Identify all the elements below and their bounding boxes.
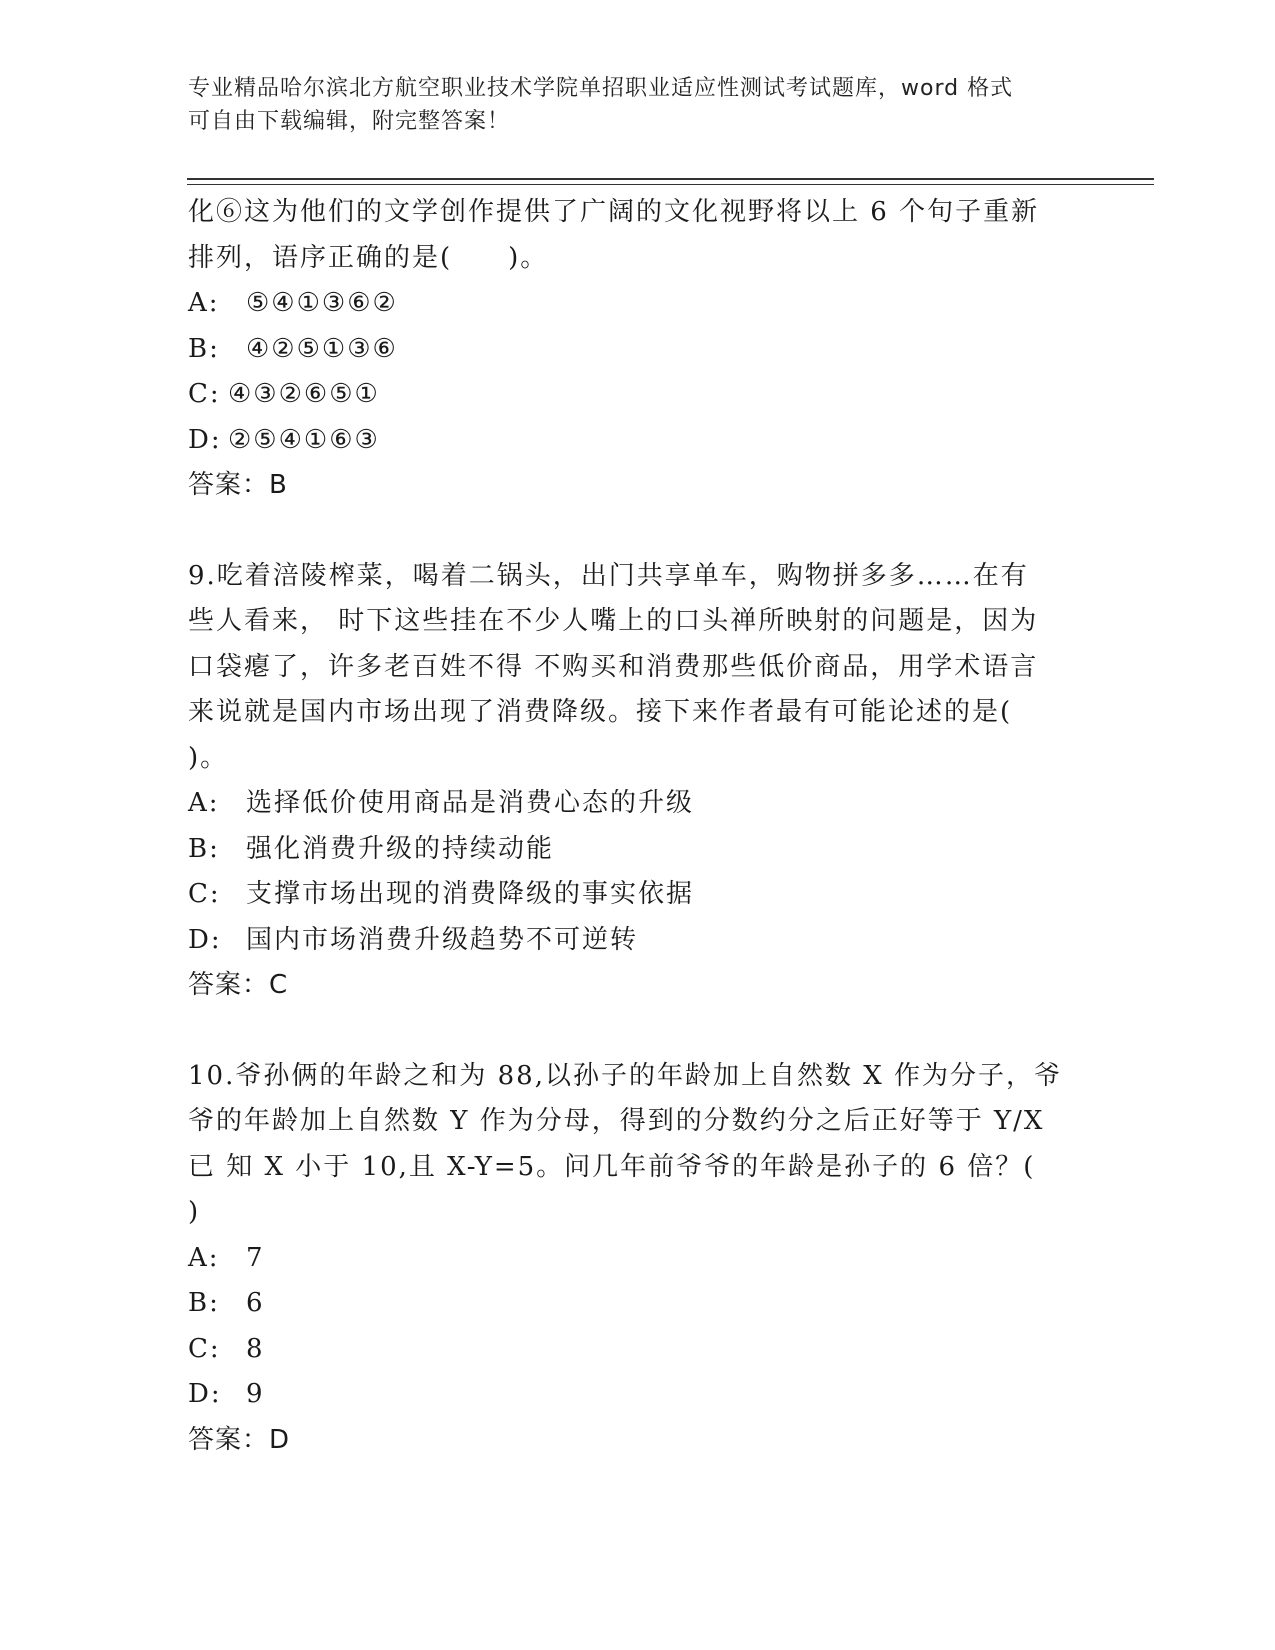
option-text: 7 xyxy=(246,1242,265,1273)
question-10-option-a xyxy=(188,1236,1068,1282)
question-9-text-line-1: 9.吃着涪陵榨菜，喝着二锅头，出门共享单车，购物拼多多……在有 xyxy=(188,560,1029,591)
option-text: ②⑤④①⑥③ xyxy=(228,424,380,455)
question-8-option-c xyxy=(188,372,1068,418)
header-divider-thin xyxy=(187,184,1154,185)
spacer xyxy=(188,1009,1068,1054)
header-divider-thick xyxy=(187,178,1154,180)
question-10-text-line-2: 爷的年龄加上自然数 Y 作为分母，得到的分数约分之后正好等于 Y/X xyxy=(188,1106,1045,1136)
question-10-text-line-3: 已 知 X 小于 10,且 X-Y=5。问几年前爷爷的年龄是孙子的 6 倍？( xyxy=(188,1151,1036,1182)
option-letter: C: xyxy=(188,879,221,909)
option-text: 国内市场消费升级趋势不可逆转 xyxy=(246,924,639,955)
question-8-option-b xyxy=(188,327,1068,373)
option-letter: A: xyxy=(188,288,220,318)
header-line-1: 专业精品哈尔滨北方航空职业技术学院单招职业适应性测试考试题库，word 格式 xyxy=(188,76,1014,101)
option-letter: D: xyxy=(188,424,222,455)
question-9-text-line-2: 些人看来， 时下这些挂在不少人嘴上的口头禅所映射的问题是，因为 xyxy=(188,606,1039,636)
question-9-option-b xyxy=(188,827,1068,873)
question-9-text-line-4: 来说就是国内市场出现了消费降级。接下来作者最有可能论述的是( xyxy=(188,697,1013,727)
option-text: 6 xyxy=(246,1288,265,1318)
option-letter: C: xyxy=(188,1333,221,1364)
option-letter: C: xyxy=(188,379,221,409)
question-9 xyxy=(188,554,1068,1009)
question-10-text-line-1: 10.爷孙俩的年龄之和为 88,以孙子的年龄加上自然数 X 作为分子，爷 xyxy=(188,1060,1063,1091)
question-9-option-d xyxy=(188,918,1068,964)
option-letter: D: xyxy=(188,924,222,955)
option-letter: A: xyxy=(188,1242,220,1273)
question-10-text-line-4: ) xyxy=(188,1197,201,1227)
option-text: ⑤④①③⑥② xyxy=(246,288,398,318)
option-text: 选择低价使用商品是消费心态的升级 xyxy=(246,788,695,818)
question-10-option-b xyxy=(188,1281,1068,1327)
question-10-option-c xyxy=(188,1327,1068,1373)
question-9-answer: 答案：C xyxy=(188,970,289,1000)
question-10 xyxy=(188,1054,1068,1464)
spacer xyxy=(188,509,1068,554)
question-8-option-a xyxy=(188,281,1068,327)
option-letter: B: xyxy=(188,333,220,364)
option-text: ④②⑤①③⑥ xyxy=(246,333,398,364)
option-text: 支撑市场出现的消费降级的事实依据 xyxy=(246,879,695,909)
question-9-option-a xyxy=(188,781,1068,827)
option-text: 9 xyxy=(246,1379,265,1409)
question-10-option-d xyxy=(188,1372,1068,1418)
option-text: 8 xyxy=(246,1333,265,1364)
option-letter: B: xyxy=(188,833,220,864)
question-8-answer: 答案：B xyxy=(188,470,288,500)
document-header xyxy=(188,72,1068,138)
question-9-text-line-3: 口袋瘪了，许多老百姓不得 不购买和消费那些低价商品，用学术语言 xyxy=(188,651,1039,682)
option-text: ④③②⑥⑤① xyxy=(228,379,380,409)
question-10-answer: 答案：D xyxy=(188,1424,291,1455)
page-content xyxy=(188,190,1068,1463)
option-letter: A: xyxy=(188,788,220,818)
option-letter: B: xyxy=(188,1288,220,1318)
option-letter: D: xyxy=(188,1379,222,1409)
question-8-text-line-2: 排列，语序正确的是( )。 xyxy=(188,242,549,273)
question-8-text-line-1: 化⑥这为他们的文学创作提供了广阔的文化视野将以上 6 个句子重新 xyxy=(188,197,1040,227)
question-8 xyxy=(188,190,1068,509)
question-9-text-line-5: )。 xyxy=(188,742,229,773)
header-line-2: 可自由下载编辑，附完整答案！ xyxy=(188,109,511,134)
question-8-option-d xyxy=(188,418,1068,464)
option-text: 强化消费升级的持续动能 xyxy=(246,833,555,864)
question-9-option-c xyxy=(188,872,1068,918)
